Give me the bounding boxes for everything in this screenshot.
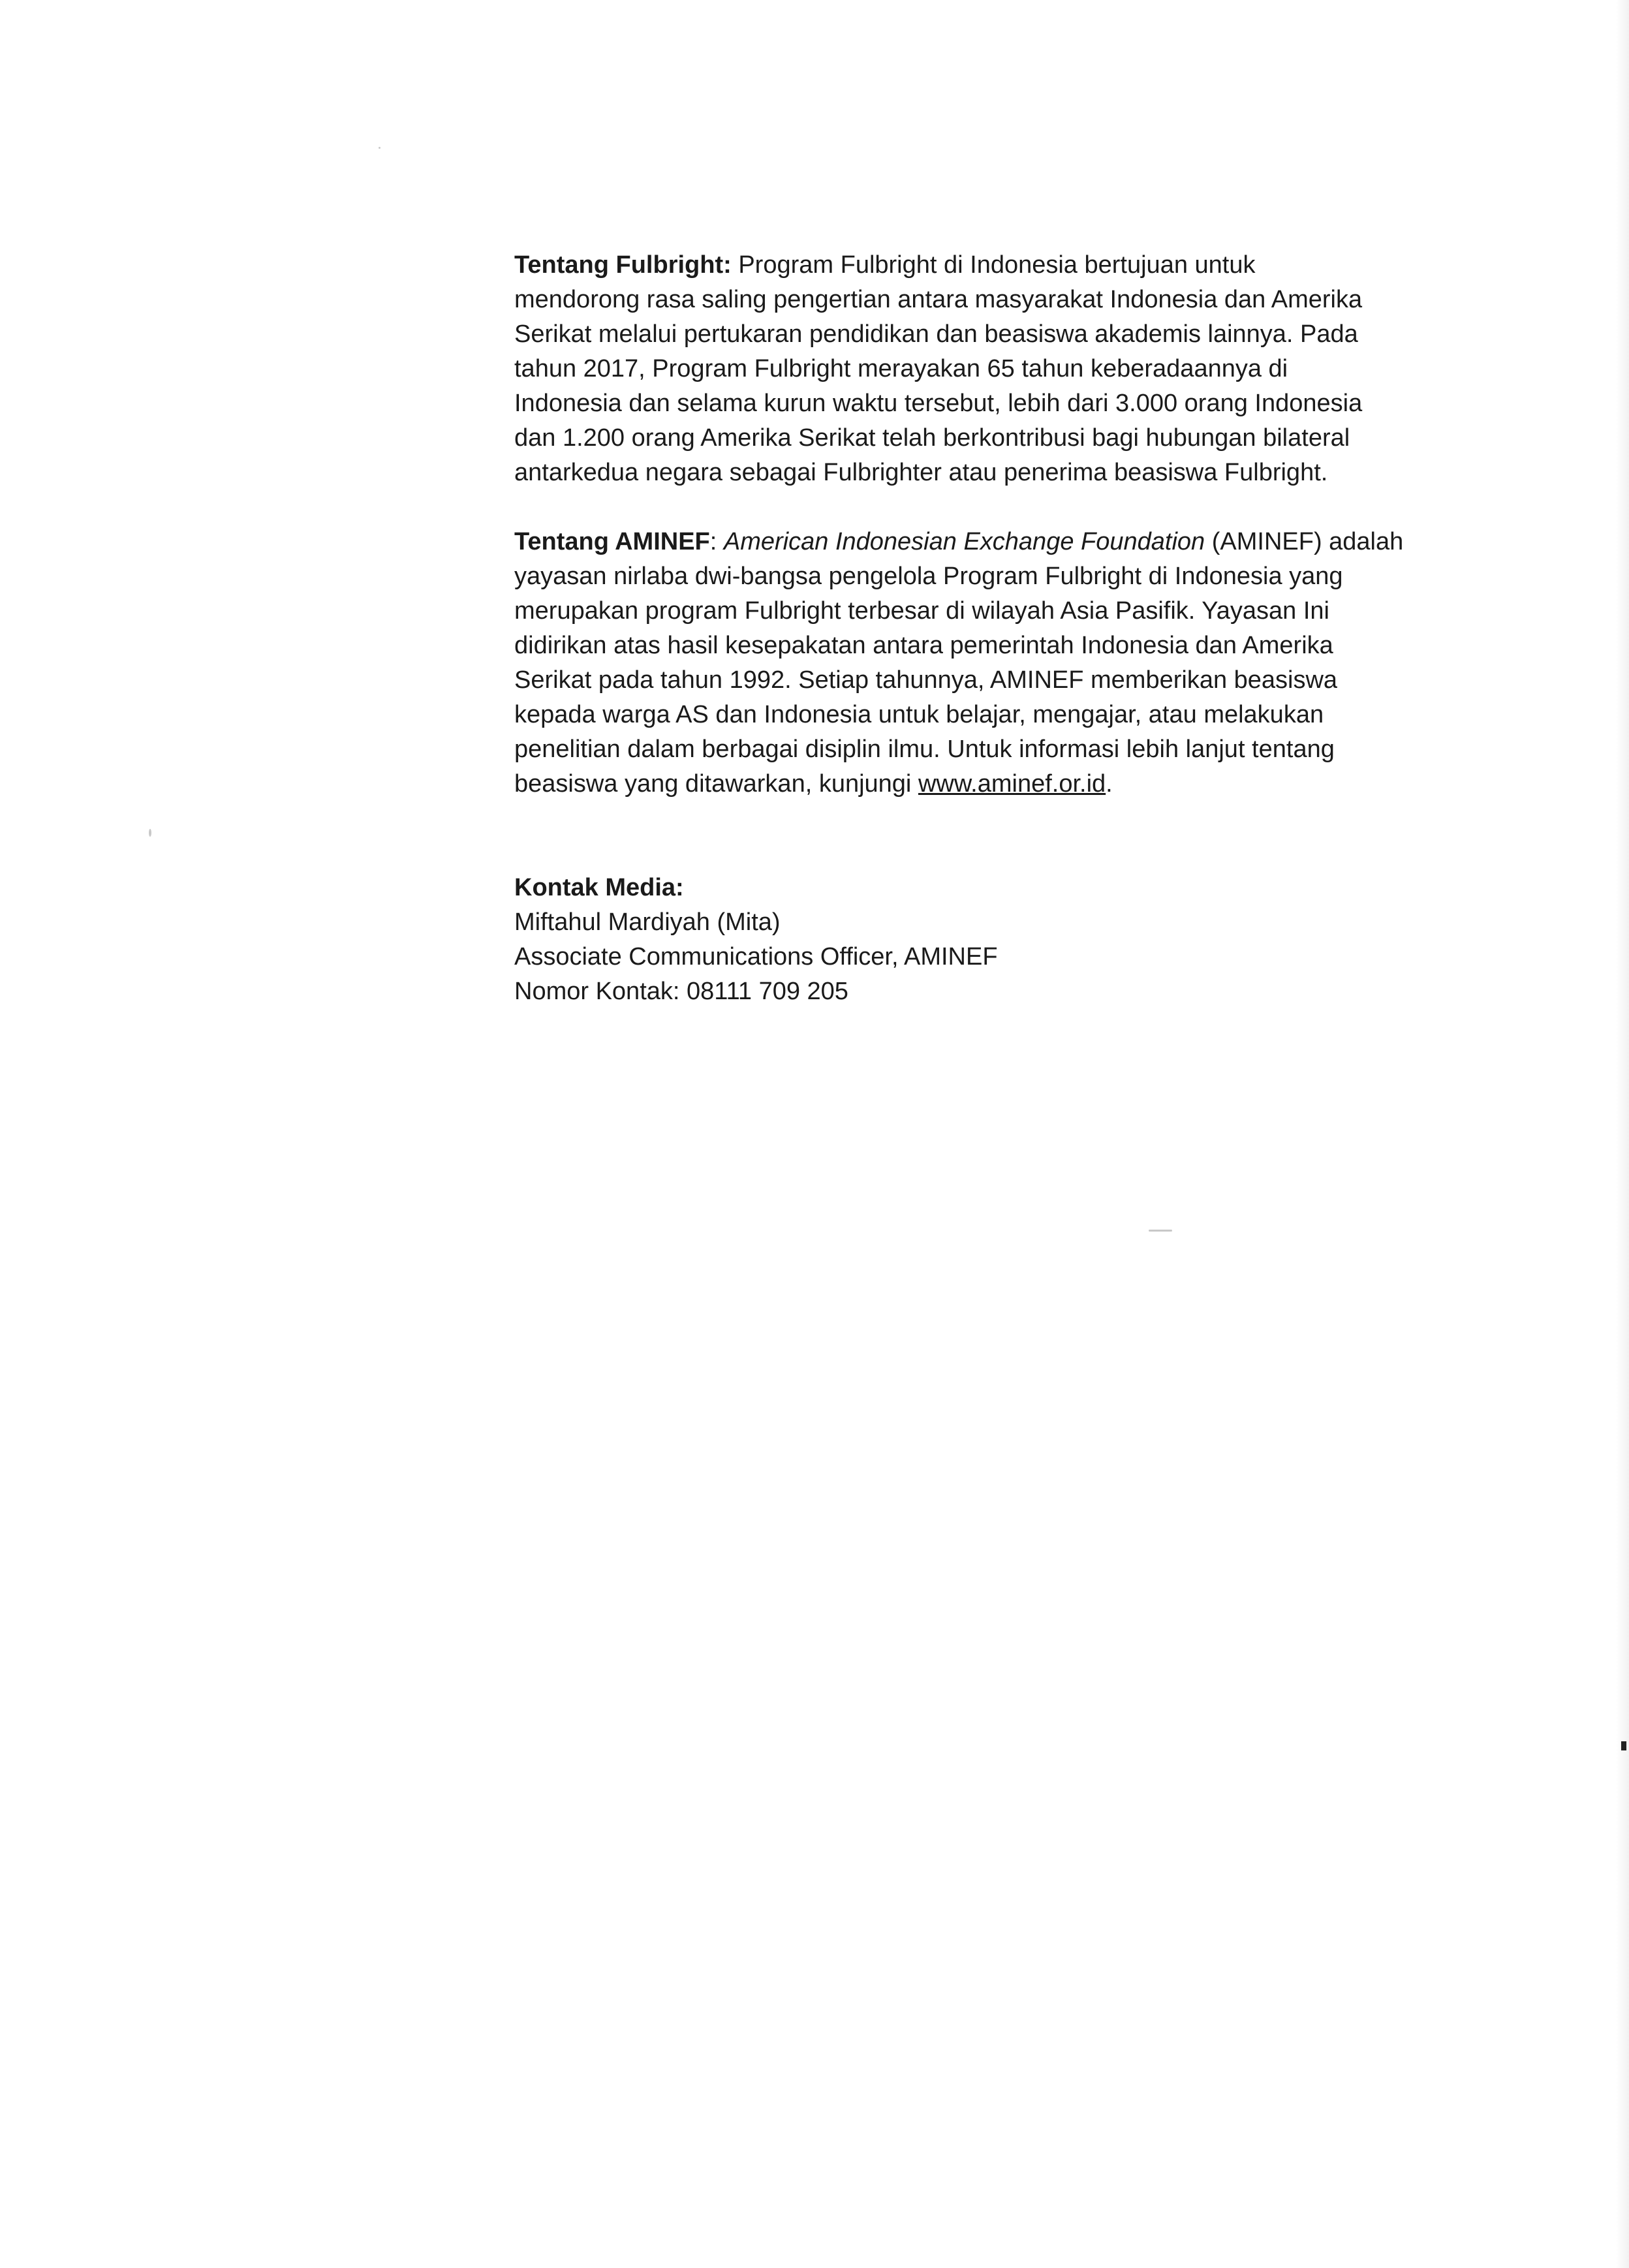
document-body — [514, 248, 1415, 1009]
contact-phone: Nomor Kontak: 08111 709 205 — [514, 978, 848, 1005]
contact-name: Miftahul Mardiyah (Mita) — [514, 909, 781, 936]
aminef-text-end: . — [1106, 770, 1113, 798]
aminef-colon: : — [709, 528, 724, 555]
scan-speck — [149, 829, 151, 837]
aminef-text: (AMINEF) adalah yayasan nirlaba dwi-bangsa pengelola Program Fulbright di Indonesia yang merupakan program Fulbright terbesar di wilayah Asia Pasifik. Yayasan Ini didirikan atas hasil kesepakatan antara pemerintah Indonesia dan Amerika Serikat pada tahun 1992. Setiap tahunnya, AMINEF memberikan beasiswa kepada warga AS dan Indonesia untuk belajar, mengajar, atau melakukan penelitian dalam berbagai disiplin ilmu. Untuk informasi lebih lanjut tentang beasiswa yang ditawarkan, kunjungi — [514, 528, 1404, 798]
aminef-full-name: American Indonesian Exchange Foundation — [723, 528, 1205, 555]
scan-speck — [379, 147, 380, 149]
fulbright-paragraph — [514, 248, 1382, 490]
aminef-heading: Tentang AMINEF — [514, 528, 710, 555]
aminef-paragraph — [514, 525, 1415, 801]
scan-edge — [1616, 0, 1629, 2268]
scan-mark — [1621, 1741, 1626, 1750]
media-contact-title: Kontak Media: — [514, 874, 684, 901]
media-contact — [514, 871, 1415, 1009]
fulbright-text: Program Fulbright di Indonesia bertujuan untuk mendorong rasa saling pengertian antara masyarakat Indonesia dan Amerika Serikat melalui pertukaran pendidikan dan beasiswa akademis lainnya. Pada tahun 2017, Program Fulbright merayakan 65 tahun keberadaannya di Indonesia dan selama kurun waktu tersebut, lebih dari 3.000 orang Indonesia dan 1.200 orang Amerika Serikat telah berkontribusi bagi hubungan bilateral antarkedua negara sebagai Fulbrighter atau penerima beasiswa Fulbright. — [514, 251, 1363, 486]
fulbright-heading: Tentang Fulbright: — [514, 251, 732, 279]
scan-speck — [1149, 1230, 1172, 1232]
aminef-website-link[interactable]: www.aminef.or.id — [918, 770, 1106, 798]
contact-role: Associate Communications Officer, AMINEF — [514, 943, 998, 971]
